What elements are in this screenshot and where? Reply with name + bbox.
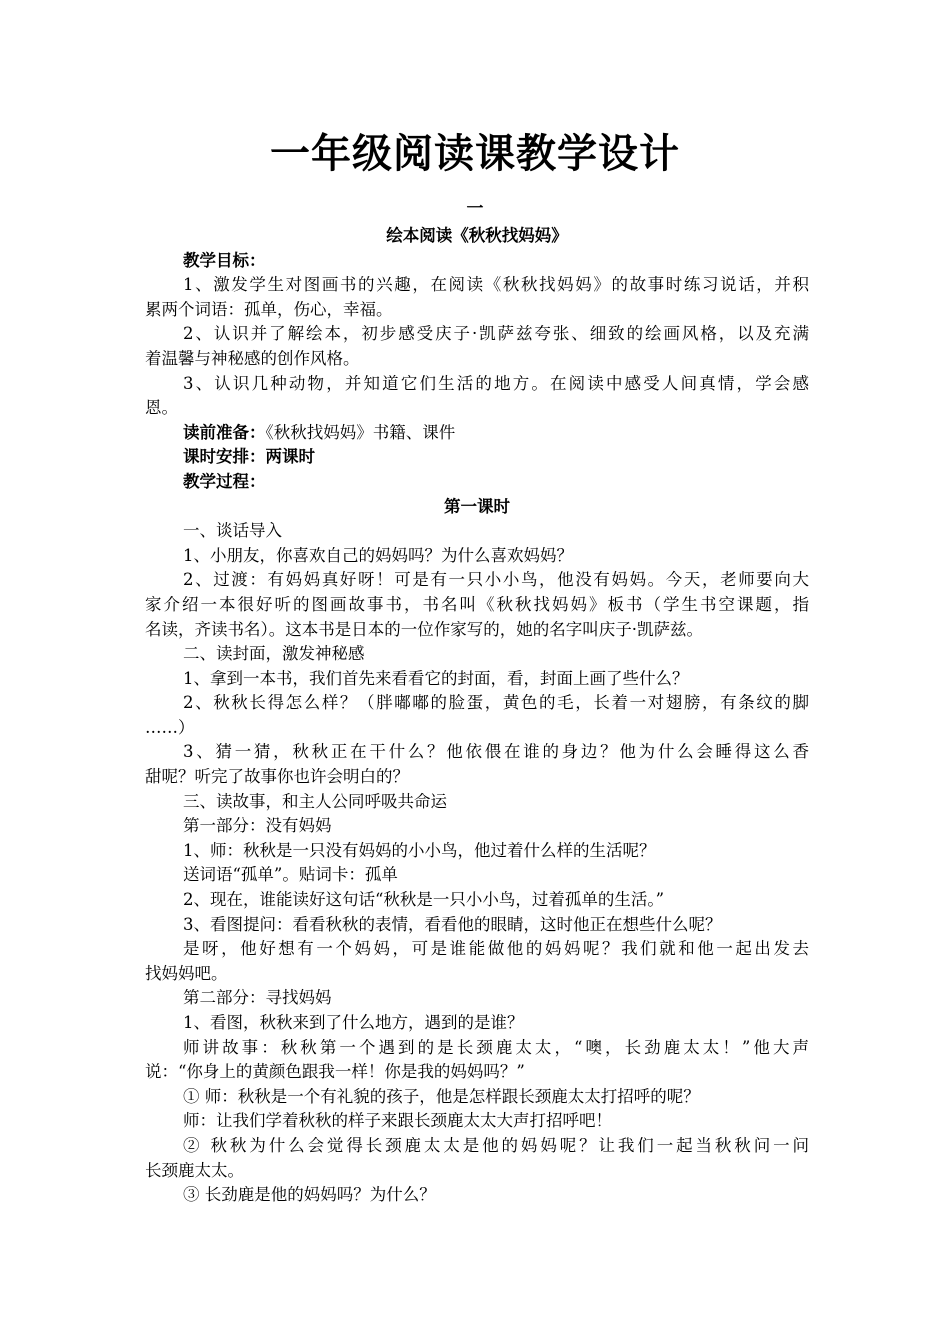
line-text: 绘本阅读《秋秋找妈妈》 [386, 226, 568, 245]
text-line [145, 1134, 809, 1159]
text-line [145, 986, 809, 1011]
line-text: 三、读故事，和主人公同呼吸共命运 [183, 791, 447, 811]
text-line [145, 347, 809, 372]
text-line [145, 814, 809, 839]
line-text: 1、小朋友，你喜欢自己的妈妈吗？为什么喜欢妈妈？ [183, 545, 573, 565]
line-text: 3、猜一猜，秋秋正在干什么？他依偎在谁的身边？他为什么会睡得这么香 [183, 742, 809, 762]
text-line [145, 691, 809, 716]
line-text: 是呀，他好想有一个妈妈，可是谁能做他的妈妈呢？我们就和他一起出发去 [183, 939, 809, 959]
text-line [145, 962, 809, 987]
text-line [145, 618, 809, 643]
text-line [145, 519, 809, 544]
line-text: 2、现在，谁能读好这句话“秋秋是一只小小鸟，过着孤单的生活。” [183, 890, 665, 910]
text-line [145, 937, 809, 962]
line-text: 3、认识几种动物，并知道它们生活的地方。在阅读中感受人间真情，学会感 [183, 373, 809, 393]
line-text: 长颈鹿太太。 [145, 1160, 244, 1180]
text-line [145, 863, 809, 888]
line-text: 1、看图，秋秋来到了什么地方，遇到的是谁？ [183, 1013, 524, 1032]
text-line [145, 249, 809, 274]
line-text: 第二部分：寻找妈妈 [183, 988, 332, 1008]
line-text: 师讲故事：秋秋第一个遇到的是长颈鹿太太，“噢，长劲鹿太太！”他大声 [183, 1037, 809, 1057]
text-line [145, 273, 809, 298]
text-line [145, 544, 809, 569]
text-line [145, 1036, 809, 1061]
text-line [145, 1085, 809, 1110]
text-line [145, 224, 809, 249]
text-line [145, 568, 809, 593]
line-text: 名读，齐读书名）。这本书是日本的一位作家写的，她的名字叫庆子·凯萨兹。 [145, 619, 703, 639]
text-line [145, 495, 809, 520]
text-line [145, 642, 809, 667]
line-text: 一、谈话导入 [183, 521, 282, 541]
text-line [145, 593, 809, 618]
text-line [145, 298, 809, 323]
text-line [145, 667, 809, 692]
text-line [145, 372, 809, 397]
text-line [145, 470, 809, 495]
section-number: 一 [466, 199, 484, 219]
line-text: 2、秋秋长得怎么样？（胖嘟嘟的脸蛋，黄色的毛，长着一对翅膀，有条纹的脚 [183, 693, 809, 713]
line-text: ② 秋秋为什么会觉得长颈鹿太太是他的妈妈呢？让我们一起当秋秋问一问 [183, 1135, 809, 1155]
line-text: 1、拿到一本书，我们首先来看看它的封面，看，封面上画了些什么？ [183, 668, 689, 688]
line-text: 家介绍一本很好听的图画故事书，书名叫《秋秋找妈妈》板书（学生书空课题，指 [145, 594, 809, 614]
document-title: 一年级阅读课教学设计 [270, 131, 680, 177]
line-text: 累两个词语：孤单，伤心，幸福。 [145, 299, 393, 319]
line-text: 2、认识并了解绘本，初步感受庆子·凯萨兹夸张、细致的绘画风格，以及充满 [183, 324, 809, 344]
line-text: 二、读封面，激发神秘感 [183, 644, 365, 664]
line-text: 第一部分：没有妈妈 [183, 816, 332, 836]
line-text: 送词语“孤单”。贴词卡：孤单 [183, 865, 398, 885]
line-text: 2、过渡：有妈妈真好呀！可是有一只小小鸟，他没有妈妈。今天，老师要向大 [183, 570, 809, 590]
line-label: 读前准备： [183, 422, 266, 442]
line-text: 着温馨与神秘感的创作风格。 [145, 348, 360, 368]
document-body [145, 224, 809, 1208]
line-text: 师：让我们学着秋秋的样子来跟长颈鹿太太大声打招呼吧！ [183, 1111, 612, 1131]
line-text: 找妈妈吧。 [145, 963, 228, 983]
text-line [145, 790, 809, 815]
line-text: 3、看图提问：看看秋秋的表情，看看他的眼睛，这时他正在想些什么呢？ [183, 914, 722, 934]
text-line [145, 1060, 809, 1085]
line-text: 恩。 [145, 398, 178, 418]
text-line [145, 445, 809, 470]
line-text: 1、师：秋秋是一只没有妈妈的小小鸟，他过着什么样的生活呢？ [183, 840, 656, 860]
text-line [145, 1011, 809, 1036]
line-text: 教学目标： [183, 250, 266, 270]
text-line [145, 421, 809, 446]
text-line [145, 839, 809, 864]
line-text: ① 师：秋秋是一个有礼貌的孩子，他是怎样跟长颈鹿太太打招呼的呢？ [183, 1086, 700, 1106]
text-line [145, 888, 809, 913]
line-text: ……） [145, 717, 195, 737]
line-text: 1、激发学生对图画书的兴趣，在阅读《秋秋找妈妈》的故事时练习说话，并积 [183, 275, 809, 295]
text-line [145, 1183, 809, 1208]
text-line [145, 913, 809, 938]
line-text: 甜呢？听完了故事你也许会明白的？ [145, 767, 409, 787]
line-text: 说：“你身上的黄颜色跟我一样！你是我的妈妈吗？” [145, 1062, 525, 1082]
text-line [145, 716, 809, 741]
text-line [145, 1109, 809, 1134]
text-line [145, 396, 809, 421]
text-line [145, 322, 809, 347]
line-text: 第一课时 [444, 496, 510, 516]
line-text: ③ 长劲鹿是他的妈妈吗？为什么？ [183, 1185, 436, 1205]
text-line [145, 1159, 809, 1184]
text-line [145, 740, 809, 765]
line-text: 《秋秋找妈妈》书籍、课件 [265, 422, 456, 442]
line-text: 教学过程： [183, 471, 266, 491]
text-line [145, 765, 809, 790]
line-text: 课时安排：两课时 [183, 447, 315, 467]
